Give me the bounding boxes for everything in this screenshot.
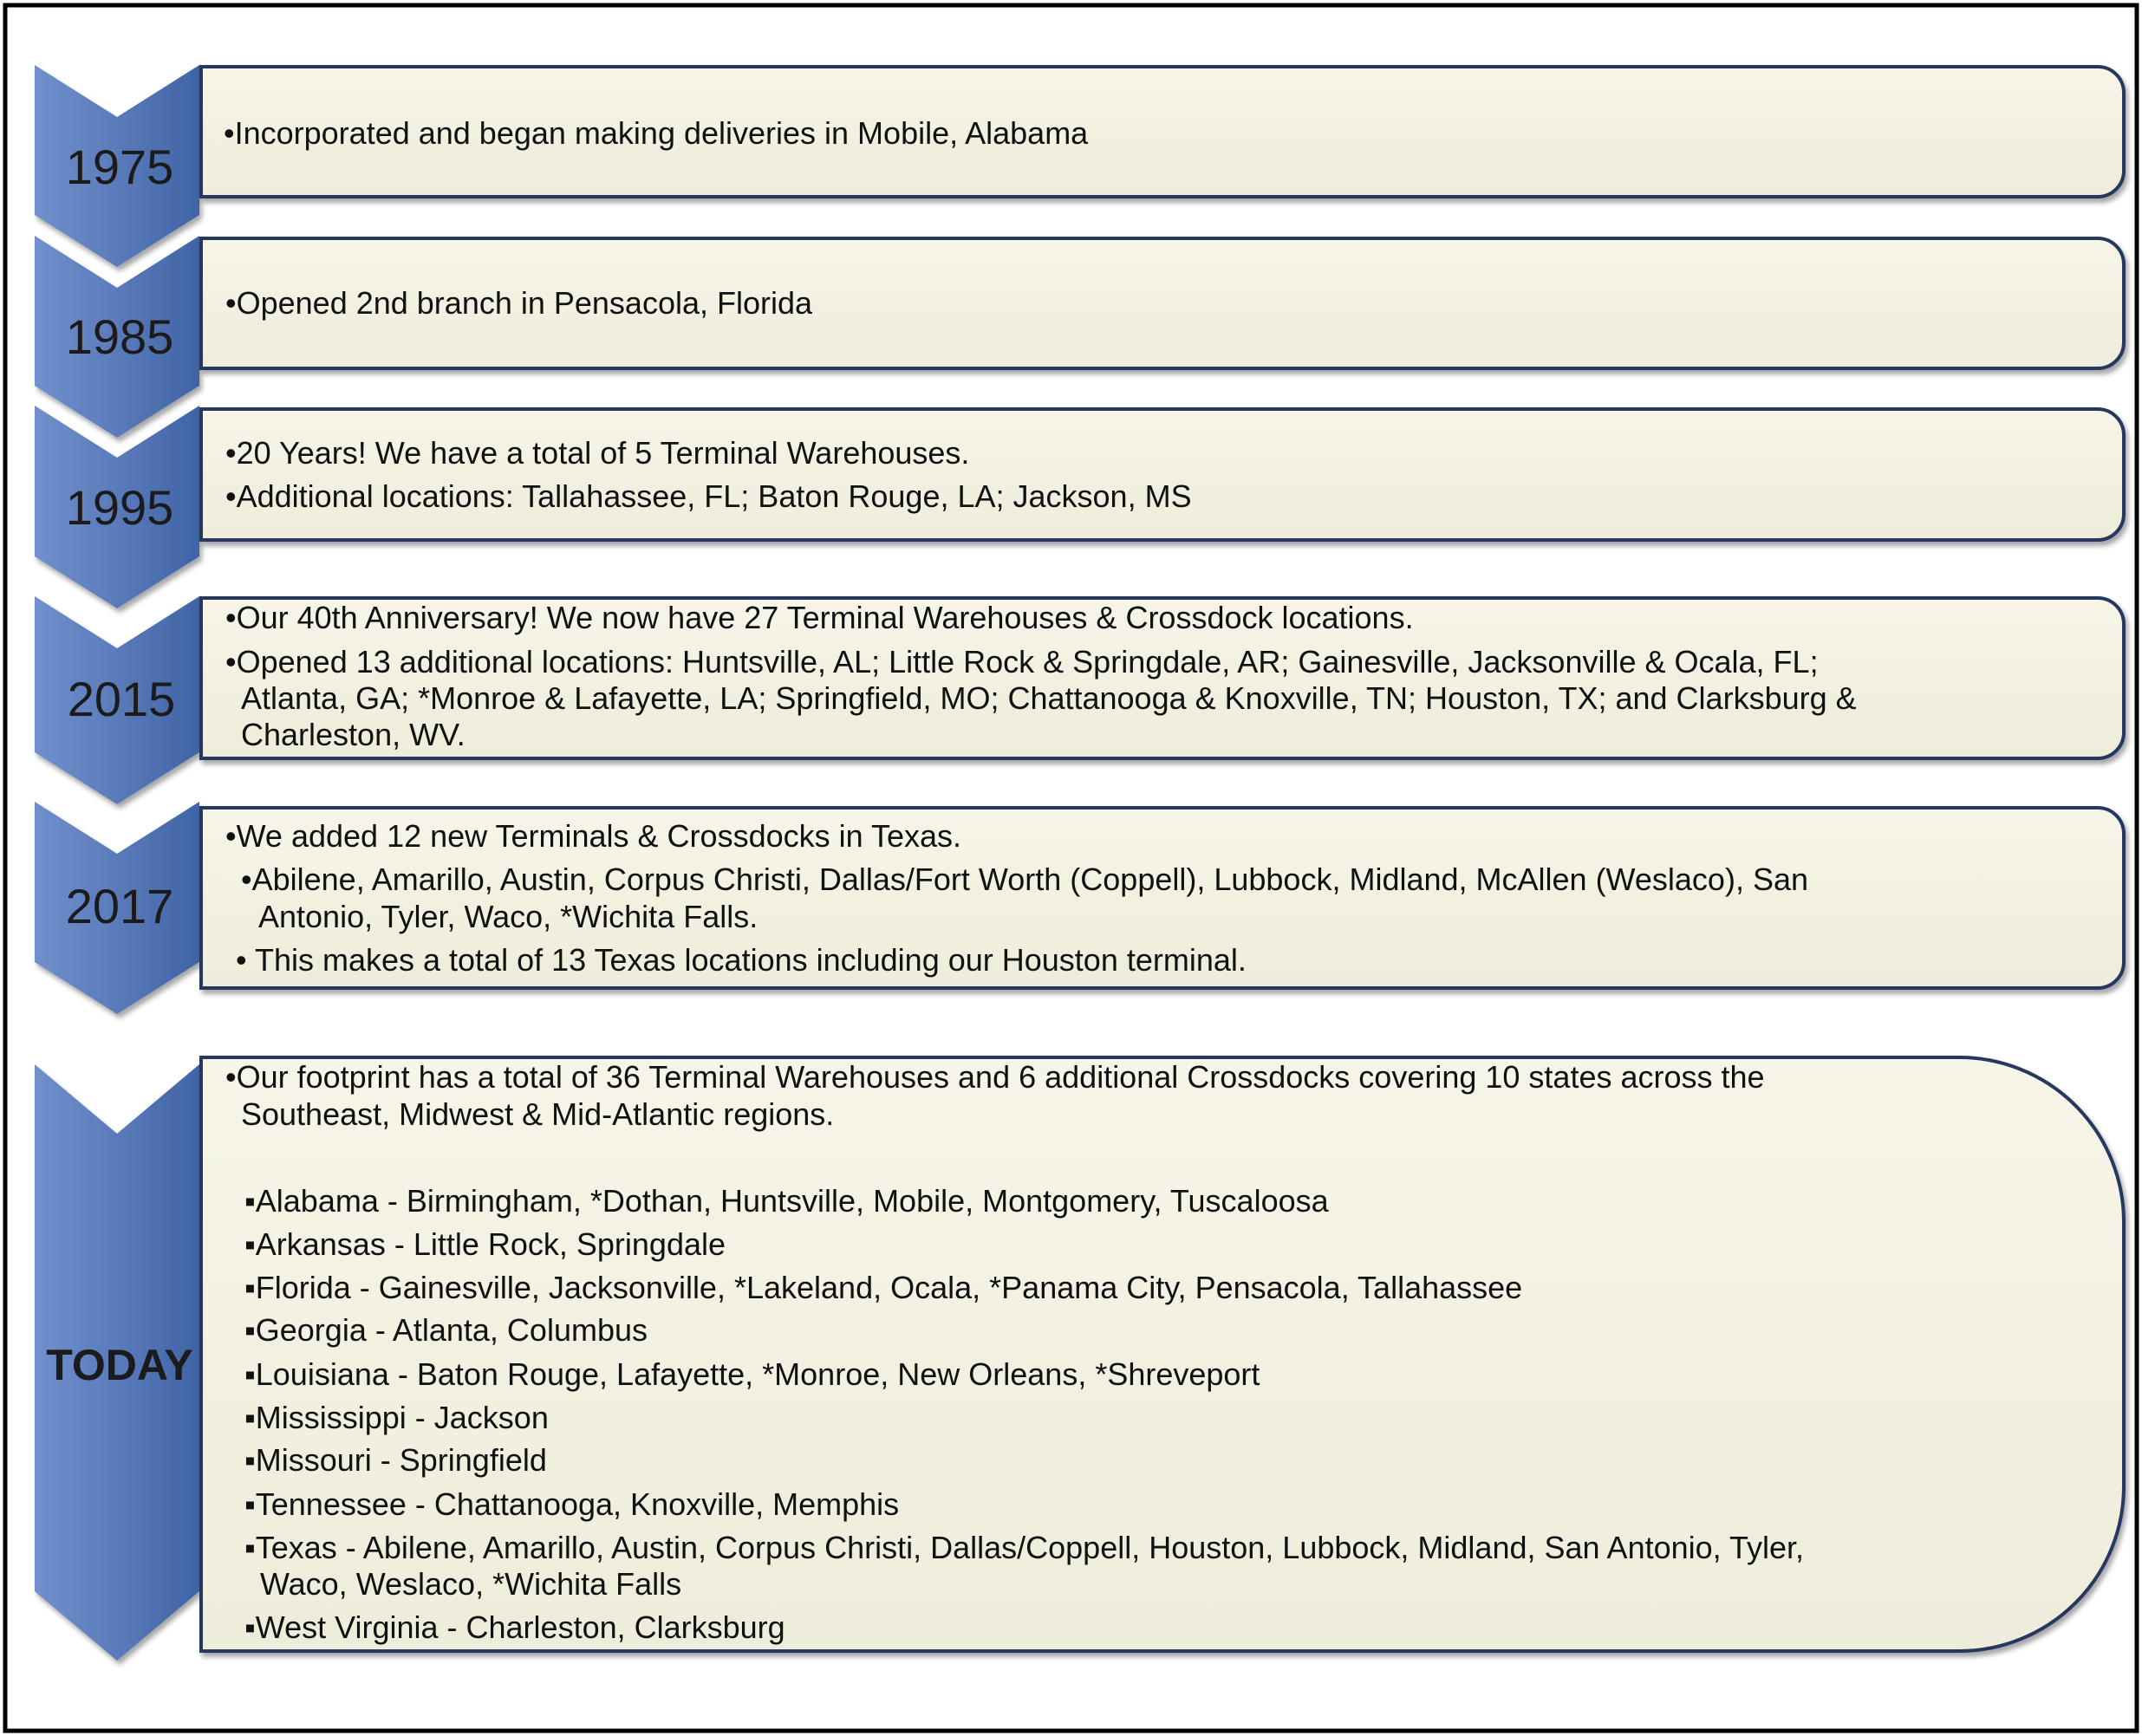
year-label-2015: 2015	[67, 672, 176, 726]
state-line-texas-cont: Waco, Weslaco, *Wichita Falls	[260, 1566, 682, 1602]
state-line-mississippi: ▪Mississippi - Jackson	[244, 1400, 549, 1435]
state-line-west-virginia: ▪West Virginia - Charleston, Clarksburg	[244, 1609, 785, 1645]
state-line-georgia: ▪Georgia - Atlanta, Columbus	[244, 1312, 648, 1348]
state-line-missouri: ▪Missouri - Springfield	[244, 1442, 547, 1478]
year-label-1975: 1975	[65, 140, 174, 194]
timeline-entry-today	[35, 1057, 2124, 1661]
state-line-florida: ▪Florida - Gainesville, Jacksonville, *Lakeland, Ocala, *Panama City, Pensacola, Tallahassee	[244, 1270, 1523, 1305]
state-line-arkansas: ▪Arkansas - Little Rock, Springdale	[244, 1226, 726, 1262]
timeline-entry-2017	[35, 802, 2124, 1014]
event-line-1975-1: •Incorporated and began making deliveries in Mobile, Alabama	[224, 115, 1089, 151]
event-line-2015-3: Atlanta, GA; *Monroe & Lafayette, LA; Springfield, MO; Chattanooga & Knoxville, TN; Houston, TX; and Clarksburg &	[241, 680, 1857, 716]
event-box-1995	[201, 409, 2124, 540]
event-line-1995-1: •20 Years! We have a total of 5 Terminal Warehouses.	[225, 435, 970, 471]
event-line-2015-1: •Our 40th Anniversary! We now have 27 Terminal Warehouses & Crossdock locations.	[225, 600, 1414, 635]
state-line-texas: ▪Texas - Abilene, Amarillo, Austin, Corpus Christi, Dallas/Coppell, Houston, Lubbock, Midland, San Antonio, Tyler,	[244, 1530, 1805, 1565]
year-label-2017: 2017	[65, 879, 174, 933]
event-line-today-1: •Our footprint has a total of 36 Terminal Warehouses and 6 additional Crossdocks covering 10 states across the	[225, 1059, 1765, 1095]
year-label-today: TODAY	[46, 1341, 193, 1389]
event-line-2017-1: •We added 12 new Terminals & Crossdocks in Texas.	[225, 818, 962, 854]
event-line-2017-4: • This makes a total of 13 Texas locations including our Houston terminal.	[236, 942, 1247, 978]
event-line-2017-3: Antonio, Tyler, Waco, *Wichita Falls.	[258, 899, 758, 934]
event-line-1995-2: •Additional locations: Tallahassee, FL; Baton Rouge, LA; Jackson, MS	[225, 478, 1192, 514]
event-line-2015-4: Charleston, WV.	[241, 717, 466, 752]
year-label-1995: 1995	[65, 480, 174, 535]
state-line-tennessee: ▪Tennessee - Chattanooga, Knoxville, Memphis	[244, 1486, 900, 1522]
state-line-alabama: ▪Alabama - Birmingham, *Dothan, Huntsville, Mobile, Montgomery, Tuscaloosa	[244, 1183, 1329, 1219]
event-line-2015-2: •Opened 13 additional locations: Huntsville, AL; Little Rock & Springdale, AR; Gainesville, Jacksonville & Ocala, FL;	[225, 644, 1819, 679]
year-label-1985: 1985	[65, 309, 174, 364]
event-line-2017-2: •Abilene, Amarillo, Austin, Corpus Christi, Dallas/Fort Worth (Coppell), Lubbock, Midland, McAllen (Weslaco), San	[241, 861, 1808, 897]
state-line-louisiana: ▪Louisiana - Baton Rouge, Lafayette, *Monroe, New Orleans, *Shreveport	[244, 1356, 1260, 1392]
event-line-1985-1: •Opened 2nd branch in Pensacola, Florida	[225, 285, 813, 321]
event-line-today-2: Southeast, Midwest & Mid-Atlantic regions.	[241, 1096, 835, 1132]
